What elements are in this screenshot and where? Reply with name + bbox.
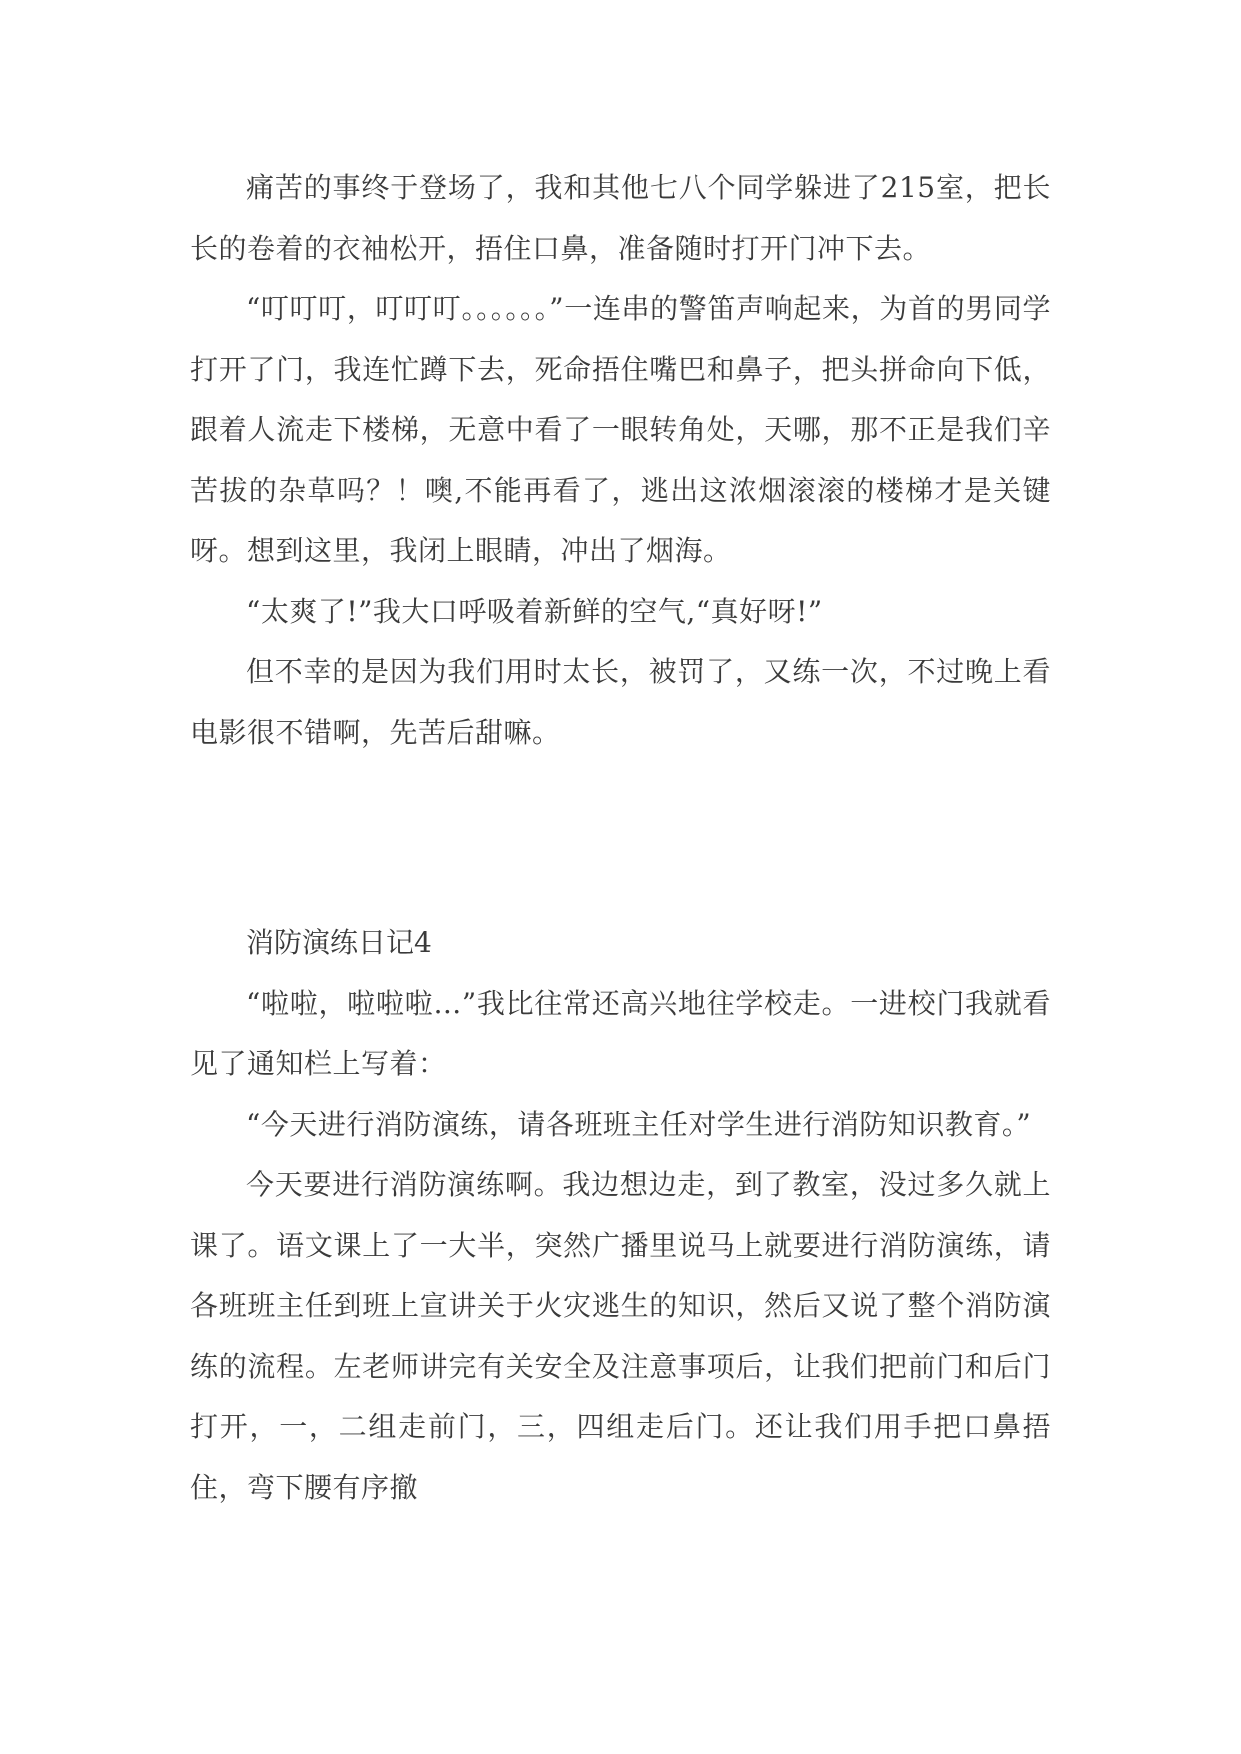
paragraph: “今天进行消防演练，请各班班主任对学生进行消防知识教育。” [246, 1107, 1032, 1141]
paragraph: “太爽了!”我大口呼吸着新鲜的空气,“真好呀!” [246, 594, 823, 628]
paragraph: “啦啦，啦啦啦…”我比往常还高兴地往学校走。一进校门我就看见了通知栏上写着： [190, 986, 1051, 1080]
section-heading: 消防演练日记4 [246, 926, 432, 959]
diary-section-4 [190, 913, 1051, 1518]
paragraph: 痛苦的事终于登场了，我和其他七八个同学躲进了215室，把长长的卷着的衣袖松开，捂住口鼻，准备随时打开门冲下去。 [190, 171, 1051, 265]
diary-section-3-continued [190, 158, 1051, 763]
paragraph: 但不幸的是因为我们用时太长，被罚了，又练一次，不过晚上看电影很不错啊，先苦后甜嘛。 [190, 655, 1051, 749]
paragraph: “叮叮叮，叮叮叮。。。。。。”一连串的警笛声响起来，为首的男同学打开了门，我连忙蹲下去，死命捂住嘴巴和鼻子，把头拼命向下低，跟着人流走下楼梯，无意中看了一眼转角处，天哪，那不正是我们辛苦拔的杂草吗？！噢,不能再看了，逃出这浓烟滚滚的楼梯才是关键呀。想到这里，我闭上眼睛，冲出了烟海。 [190, 292, 1051, 567]
paragraph: 今天要进行消防演练啊。我边想边走，到了教室，没过多久就上课了。语文课上了一大半，突然广播里说马上就要进行消防演练，请各班班主任到班上宣讲关于火灾逃生的知识，然后又说了整个消防演练的流程。左老师讲完有关安全及注意事项后，让我们把前门和后门打开，一，二组走前门，三，四组走后门。还让我们用手把口鼻捂住，弯下腰有序撤 [190, 1168, 1051, 1504]
